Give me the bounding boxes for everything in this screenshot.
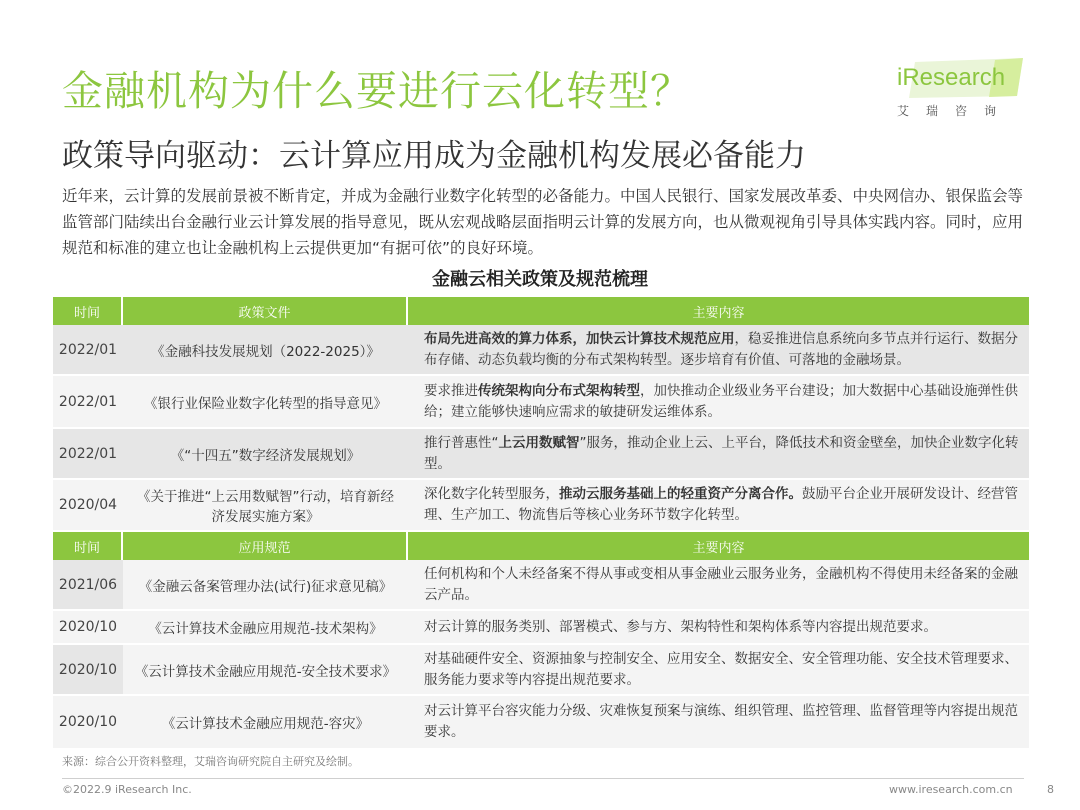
row-content: 任何机构和个人未经备案不得从事或变相从事金融业云服务业务，金融机构不得使用未经备案的金融云产品。	[408, 560, 1029, 611]
table-row	[53, 560, 1029, 611]
row-content-text: ，加快推动企业级业务平台建设；加大数据中心基础设施弹性供给；建立能够快速响应需求的敏捷研发运维体系。	[424, 382, 1018, 420]
page-title: 金融机构为什么要进行云化转型？	[62, 67, 692, 115]
header-doc: 应用规范	[123, 532, 408, 560]
row-content-bold: 推动云服务基础上的轻重资产分离合作。	[559, 486, 802, 502]
table-title: 金融云相关政策及规范梳理	[432, 269, 648, 290]
copyright-text: ©2022.9 iResearch Inc.	[62, 783, 192, 796]
row-content	[408, 429, 1029, 480]
table-row	[53, 645, 1029, 696]
row-content: 对基础硬件安全、资源抽象与控制安全、应用安全、数据安全、安全管理功能、安全技术管理要求、服务能力要求等内容提出规范要求。	[408, 645, 1029, 696]
row-date: 2021/06	[53, 560, 123, 611]
table-row	[53, 376, 1029, 429]
policy-table-header	[53, 297, 1029, 325]
row-doc: 《云计算技术金融应用规范-安全技术要求》	[123, 645, 408, 696]
intro-paragraph: 近年来，云计算的发展前景被不断肯定，并成为金融行业数字化转型的必备能力。中国人民银行、国家发展改革委、中央网信办、银保监会等监管部门陆续出台金融行业云计算发展的指导意见，既从宏观战略层面指明云计算的发展方向，也从微观视角引导具体实践内容。同时，应用规范和标准的建立也让金融机构上云提供更加“有据可依”的良好环境。	[62, 187, 1024, 257]
row-content: 对云计算平台容灾能力分级、灾难恢复预案与演练、组织管理、监控管理、监督管理等内容提出规范要求。	[408, 696, 1029, 750]
row-date: 2022/01	[53, 429, 123, 480]
iresearch-logo	[895, 58, 1025, 120]
standard-table-header	[53, 532, 1029, 560]
standard-table	[53, 532, 1029, 750]
row-doc: 《云计算技术金融应用规范-容灾》	[123, 696, 408, 750]
row-content-pre: 推行普惠性“	[424, 434, 499, 451]
website-link[interactable]: www.iresearch.com.cn	[889, 783, 1013, 796]
header-date: 时间	[53, 297, 123, 325]
row-content-bold: 上云用数赋智	[498, 434, 580, 451]
row-content	[408, 480, 1029, 532]
row-doc: 《“十四五”数字经济发展规划》	[123, 429, 408, 480]
row-content	[408, 325, 1029, 376]
header-content: 主要内容	[408, 532, 1029, 560]
policy-table	[53, 297, 1029, 532]
table-row	[53, 611, 1029, 645]
row-date: 2020/10	[53, 696, 123, 750]
row-content: 对云计算的服务类别、部署模式、参与方、架构特性和架构体系等内容提出规范要求。	[408, 611, 1029, 645]
row-content	[408, 376, 1029, 429]
logo-cn-text: 艾瑞咨询	[897, 104, 1014, 118]
table-row	[53, 480, 1029, 532]
header-date: 时间	[53, 532, 123, 560]
row-doc: 《金融云备案管理办法(试行)征求意见稿》	[123, 560, 408, 611]
logo-brand-text: iResearch	[897, 64, 1006, 91]
source-note: 来源：综合公开资料整理，艾瑞咨询研究院自主研究及绘制。	[62, 755, 359, 768]
header-doc: 政策文件	[123, 297, 408, 325]
page-subtitle: 政策导向驱动：云计算应用成为金融机构发展必备能力	[62, 138, 806, 174]
table-row	[53, 696, 1029, 750]
row-content-bold: 传统架构向分布式架构转型	[478, 382, 640, 399]
row-date: 2020/10	[53, 645, 123, 696]
table-row	[53, 429, 1029, 480]
row-date: 2022/01	[53, 325, 123, 376]
row-doc: 《云计算技术金融应用规范-技术架构》	[123, 611, 408, 645]
page-number: 8	[1047, 783, 1054, 796]
row-content-bold: 布局先进高效的算力体系，加快云计算技术规范应用	[424, 330, 735, 347]
row-date: 2022/01	[53, 376, 123, 429]
row-content-text: ，稳妥推进信息系统向多节点并行运行、数据分布存储、动态负载均衡的分布式架构转型。逐步培育有价值、可落地的金融场景。	[424, 330, 1018, 368]
row-content-pre: 深化数字化转型服务，	[424, 486, 559, 502]
row-content-text: 鼓励平台企业开展研发设计、经营管理、生产加工、物流售后等核心业务环节数字化转型。	[424, 486, 1018, 523]
row-date: 2020/10	[53, 611, 123, 645]
row-date: 2020/04	[53, 480, 123, 532]
row-doc: 《银行业保险业数字化转型的指导意见》	[123, 376, 408, 429]
row-doc: 《金融科技发展规划（2022-2025）》	[123, 325, 408, 376]
table-row	[53, 325, 1029, 376]
header-content: 主要内容	[408, 297, 1029, 325]
row-content-pre: 要求推进	[424, 382, 478, 399]
row-content-text: ”服务，推动企业上云、上平台，降低技术和资金壁垒，加快企业数字化转型。	[424, 434, 1019, 472]
footer-divider	[62, 778, 1024, 779]
row-doc: 《关于推进“上云用数赋智”行动，培育新经济发展实施方案》	[123, 480, 408, 532]
